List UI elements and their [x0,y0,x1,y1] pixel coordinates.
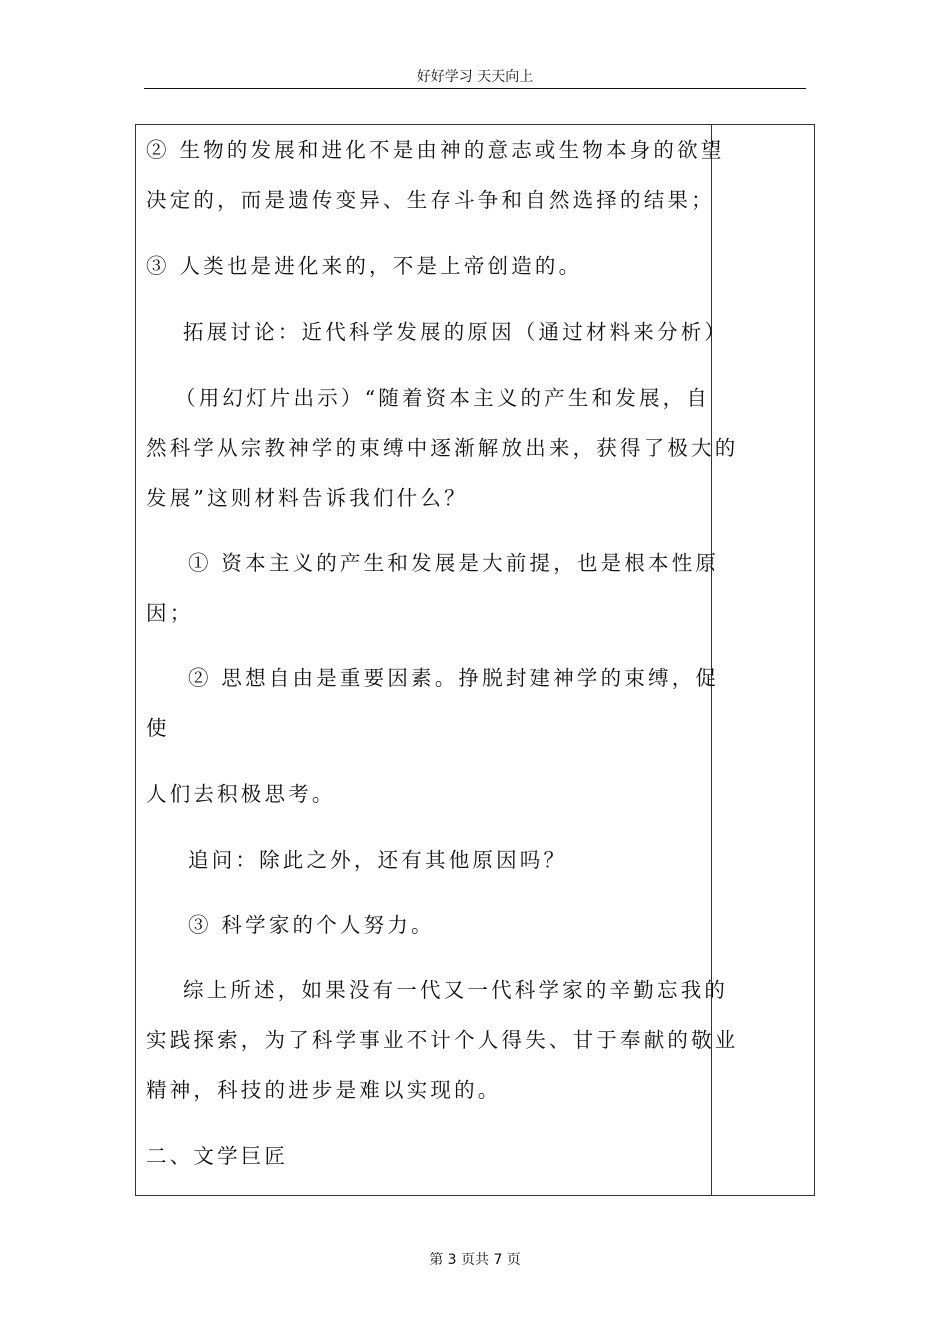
page-footer: 第 3 页共 7 页 [429,1252,521,1268]
text-line-17: 精神，科技的进步是难以实现的。 [146,1078,502,1102]
text-line-14: ③ 科学家的个人努力。 [188,913,435,937]
text-line-12: 人们去积极思考。 [146,782,336,806]
header-rule [144,88,806,89]
text-line-7: 发展”这则材料告诉我们什么？ [146,486,468,510]
text-line-1: ② 生物的发展和进化不是由神的意志或生物本身的欲望 [146,138,725,162]
text-line-11: 使 [146,716,170,740]
text-line-16: 实践探索，为了科学事业不计个人得失、甘于奉献的敬业 [146,1028,739,1052]
text-line-9: 因； [146,601,194,625]
text-line-3: ③ 人类也是进化来的，不是上帝创造的。 [146,254,583,278]
text-line-4: 拓展讨论：近代科学发展的原因（通过材料来分析） [183,320,729,344]
section-heading: 二、文学巨匠 [146,1144,289,1168]
text-line-2: 决定的，而是遗传变异、生存斗争和自然选择的结果； [146,188,715,212]
text-line-6: 然科学从宗教神学的束缚中逐渐解放出来，获得了极大的 [146,436,739,460]
text-line-15: 综上所述，如果没有一代又一代科学家的辛勤忘我的 [183,978,729,1002]
page-header: 好好学习 天天向上 [416,69,534,85]
text-line-5: （用幻灯片出示）“随着资本主义的产生和发展，自 [175,386,711,410]
text-line-8: ① 资本主义的产生和发展是大前提，也是根本性原 [188,551,720,575]
text-line-10: ② 思想自由是重要因素。挣脱封建神学的束缚，促 [188,666,720,690]
text-line-13: 追问：除此之外，还有其他原因吗？ [188,848,568,872]
